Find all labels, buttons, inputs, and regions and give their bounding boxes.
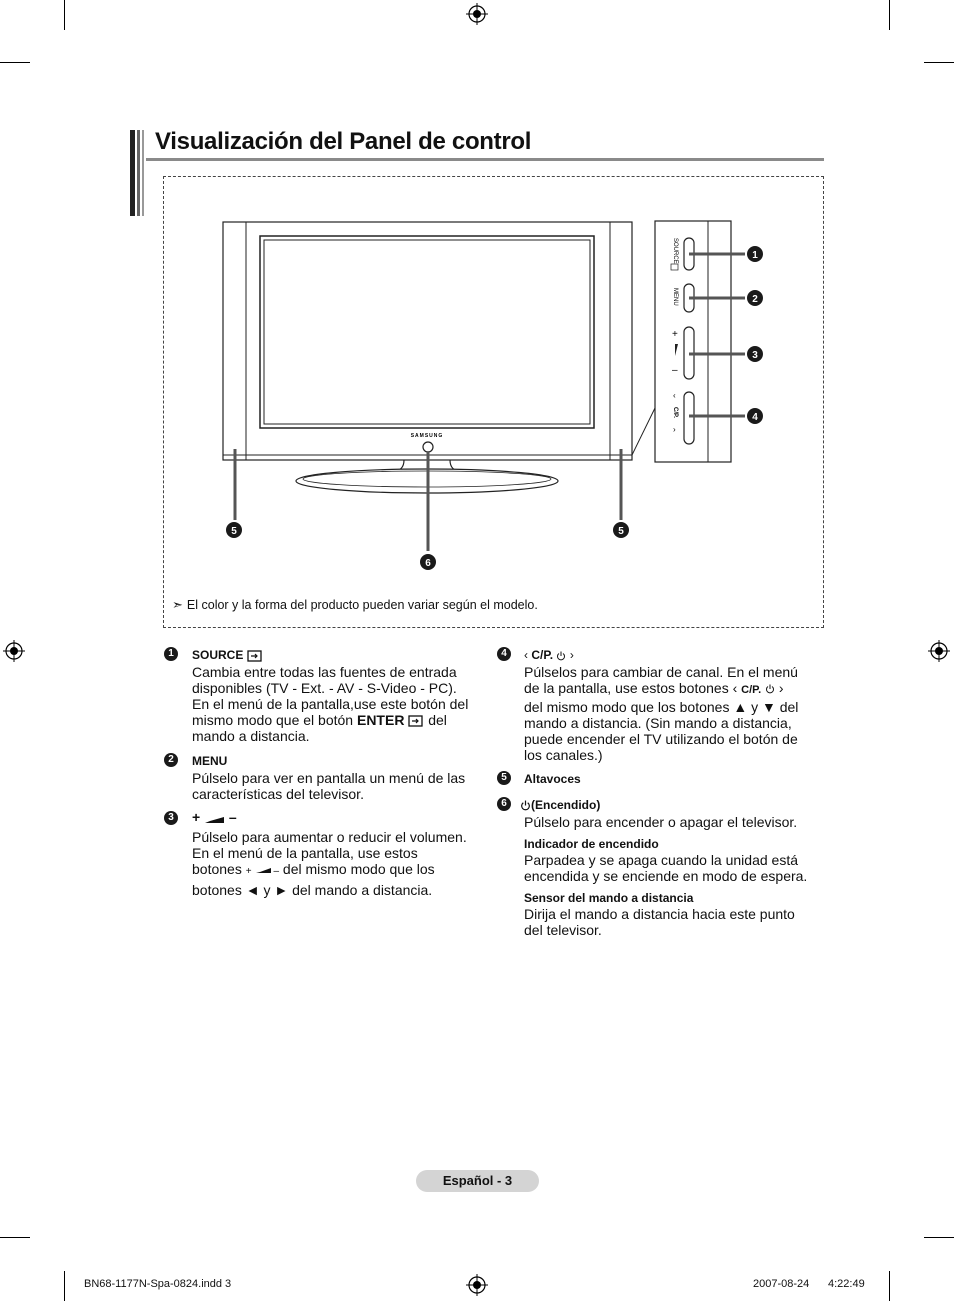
page-number: Español - 3	[416, 1170, 539, 1192]
item-number-5: 5	[497, 771, 511, 785]
slug-time: 4:22:49	[828, 1278, 865, 1290]
svg-text:SOURCE: SOURCE	[672, 238, 678, 264]
channel-button-closeup	[684, 392, 694, 444]
registration-mark-icon	[928, 640, 950, 662]
item-number-4: 4	[497, 647, 511, 661]
file-slug: BN68-1177N-Spa-0824.indd 3	[84, 1278, 232, 1290]
svg-text:5: 5	[618, 526, 624, 537]
tv-screen	[264, 240, 590, 424]
crop-mark	[64, 1271, 65, 1301]
tv-diagram	[0, 0, 954, 640]
volume-inline-icon	[255, 866, 273, 874]
item-number-3: 3	[164, 811, 178, 825]
power-inline-icon	[765, 684, 775, 694]
crop-mark	[889, 1271, 890, 1301]
item-speakers-heading: Altavoces	[524, 772, 581, 786]
item-speakers	[524, 771, 824, 788]
registration-mark-icon	[3, 640, 25, 662]
item-number-6: 6	[497, 797, 511, 811]
power-indicator-heading: Indicador de encendido	[524, 837, 659, 851]
svg-text:‹: ‹	[673, 391, 676, 400]
page-title: Visualización del Panel de control	[155, 128, 532, 155]
item-menu: MENU Púlselo para ver en pantalla un menú de las características del televisor.	[192, 753, 492, 802]
item-volume: + – Púlselo para aumentar o reducir el volumen. En el menú de la pantalla, use estos botones + – del mismo modo que los botones ◄ y ► del mando a distancia.	[192, 809, 467, 898]
enter-icon	[408, 715, 424, 727]
remote-sensor-heading: Sensor del mando a distancia	[524, 891, 694, 905]
slug-date: 2007-08-24	[753, 1278, 810, 1290]
tv-brand: SAMSUNG	[410, 433, 444, 439]
crop-mark	[924, 1237, 954, 1238]
power-button-icon	[423, 442, 433, 452]
source-input-icon	[247, 650, 263, 662]
crop-mark	[0, 1237, 30, 1238]
item-number-1: 1	[164, 647, 178, 661]
item-number-2: 2	[164, 753, 178, 767]
item-menu-heading: MENU	[192, 754, 228, 768]
svg-text:1: 1	[752, 250, 758, 261]
item-power: (Encendido) Púlselo para encender o apagar el televisor. Indicador de encendido Parpadea y se apaga cuando la unidad está encendida y se enciende en modo de espera. Sensor del mando a distancia Dirija el mando a distancia hacia este punto del televisor.	[520, 797, 825, 938]
power-icon	[556, 651, 566, 661]
model-note: ➣ El color y la forma del producto pueden variar según el modelo.	[172, 597, 538, 612]
svg-text:3: 3	[752, 350, 758, 361]
power-icon	[520, 800, 531, 811]
item-power-heading: (Encendido)	[531, 798, 601, 812]
svg-text:C/P.: C/P.	[672, 407, 678, 418]
svg-text:›: ›	[673, 425, 676, 434]
svg-text:5: 5	[231, 526, 237, 537]
item-source: SOURCE Cambia entre todas las fuentes de entrada disponibles (TV - Ext. - AV - S-Video - PC). En el menú de la pantalla,use este botón del mismo modo que el botón ENTER del mando a distancia.	[192, 648, 469, 744]
svg-text:2: 2	[752, 294, 758, 305]
note-arrow-icon: ➣	[172, 597, 183, 612]
svg-text:6: 6	[425, 558, 431, 569]
registration-mark-icon	[466, 1274, 488, 1296]
svg-text:4: 4	[752, 412, 758, 423]
svg-text:+: +	[672, 329, 678, 340]
item-channel: ‹ C/P. › Púlselos para cambiar de canal. En el menú de la pantalla, use estos botones ‹ C/P. › del mismo modo que los botones ▲ y ▼ del mando a distancia. (Sin mando a distancia, puede encender el TV utilizando el botón de los canales.)	[524, 648, 799, 763]
svg-text:MENU: MENU	[672, 288, 678, 306]
item-source-heading: SOURCE	[192, 648, 244, 662]
item-channel-heading: C/P.	[531, 648, 554, 662]
volume-icon	[204, 814, 226, 824]
svg-text:–: –	[672, 365, 678, 376]
